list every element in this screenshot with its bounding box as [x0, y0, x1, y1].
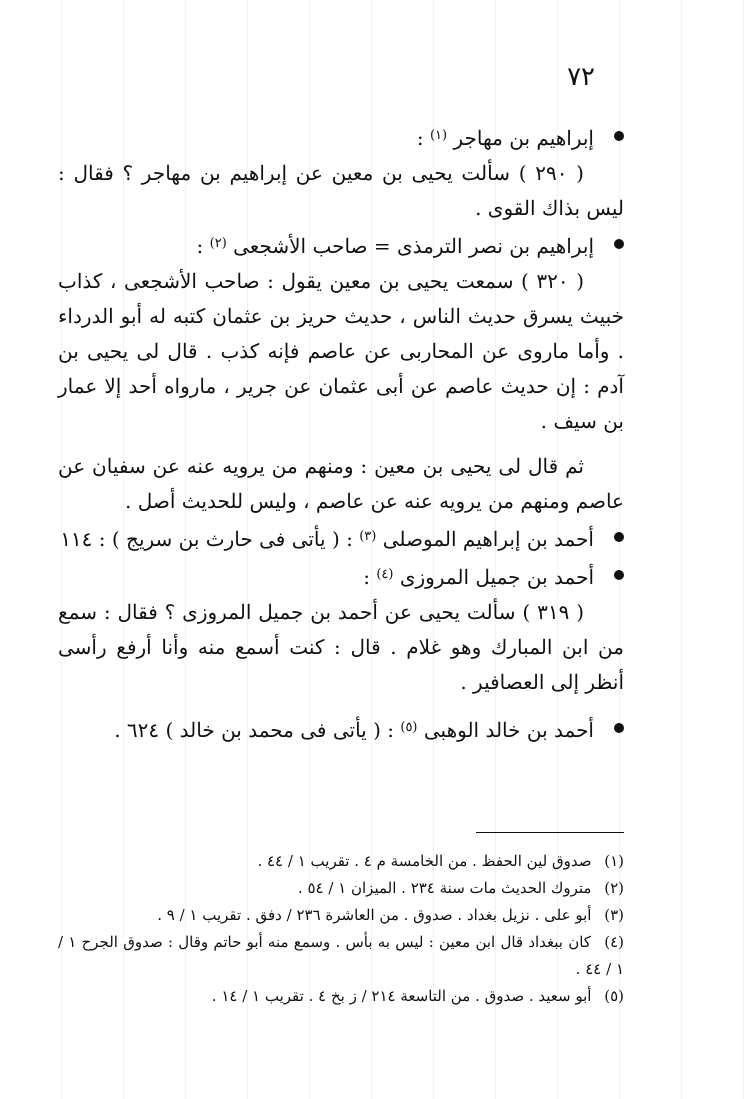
footnote-number: (١) — [604, 852, 624, 870]
footnote-text: متروك الحديث مات سنة ٢٣٤ . الميزان ١ / ٥٤ . — [297, 879, 592, 897]
footnote-ref: (١) — [429, 128, 448, 143]
footnote-number: (٣) — [604, 906, 624, 924]
entry-tail: : ( يأتى فى محمد بن خالد ) ٦٢٤ . — [114, 718, 394, 742]
main-text — [58, 118, 624, 748]
entry-ibrahim-ibn-muhajir — [58, 118, 624, 156]
entry-tail: : — [416, 126, 424, 150]
narration-320: ( ٣٢٠ ) سمعت يحيى بن معين يقول : صاحب الأشجعى ، كذاب خبيث يسرق حديث الناس ، حديث حريز بن عثمان كتبه له أبو الدرداء . وأما ماروى عن المحاربى عن عاصم فإنه كذب . قال لى يحيى بن آدم : إن حديث عاصم عن أبى عثمان عن جرير ، مارواه أحد إلا عمار بن سيف . — [58, 269, 624, 433]
entry-heading: إبراهيم بن نصر الترمذى = صاحب الأشجعى — [233, 234, 594, 258]
footnote-text: صدوق لين الحفظ . من الخامسة م ٤ . تقريب ١ / ٤٤ . — [257, 852, 592, 870]
footnote-ref: (٥) — [400, 720, 418, 735]
footnote-5 — [58, 983, 624, 1010]
footnote-number: (٤) — [604, 933, 624, 951]
footnote-number: (٥) — [604, 987, 624, 1005]
bullet-icon — [614, 570, 624, 580]
footnote-3 — [58, 902, 624, 929]
footnote-ref: (٤) — [376, 567, 394, 582]
footnote-text: أبو سعيد . صدوق . من التاسعة ٢١٤ / ز بخ ٤ . تقريب ١ / ١٤ . — [211, 987, 592, 1005]
narration-319: ( ٣١٩ ) سألت يحيى عن أحمد بن جميل المروزى ؟ فقال : سمع من ابن المبارك وهو غلام . قال : كنت أسمع منه وأنا أرفع رأسى أنظر إلى العصافير . — [58, 600, 624, 694]
entry-heading: أحمد بن جميل المروزى — [399, 565, 594, 589]
entry-ahmad-ibn-ibrahim — [58, 519, 624, 557]
entry-tail: : — [363, 565, 370, 589]
bullet-icon — [614, 239, 624, 249]
bullet-icon — [614, 532, 624, 542]
narration-320-continued: ثم قال لى يحيى بن معين : ومنهم من يرويه عنه عن سفيان عن عاصم ومنهم من يرويه عنه عن عاصم ، وليس للحديث أصل . — [58, 454, 624, 513]
entry-tail: : — [196, 234, 204, 258]
footnotes — [58, 848, 624, 1010]
entry-ibrahim-ibn-nasr — [58, 226, 624, 264]
footnote-text: أبو على . نزيل بغداد . صدوق . من العاشرة ٢٣٦ / دفق . تقريب ١ / ٩ . — [157, 906, 592, 924]
entry-heading: إبراهيم بن مهاجر — [453, 126, 594, 150]
narration-290: ( ٢٩٠ ) سألت يحيى بن معين عن إبراهيم بن مهاجر ؟ فقال : ليس بذاك القوى . — [58, 161, 624, 220]
bullet-icon — [614, 131, 624, 141]
footnote-2 — [58, 875, 624, 902]
footnote-ref: (٢) — [209, 236, 227, 251]
entry-ahmad-ibn-khalid — [58, 710, 624, 748]
footnote-number: (٢) — [604, 879, 624, 897]
footnote-text: كان ببغداد قال ابن معين : ليس به بأس . وسمع منه أبو حاتم وقال : صدوق الجرح ١ / ١ / ٤٤ . — [58, 933, 624, 978]
bullet-icon — [614, 723, 624, 733]
entry-heading: أحمد بن خالد الوهبى — [423, 718, 594, 742]
entry-tail: : ( يأتى فى حارث بن سريج ) : ١١٤ — [60, 527, 353, 551]
footnote-divider — [476, 832, 624, 833]
footnote-1 — [58, 848, 624, 875]
entry-ahmad-ibn-jamil — [58, 557, 624, 595]
footnote-4 — [58, 929, 624, 983]
footnote-ref: (٣) — [359, 529, 377, 544]
page-number: ٧٢ — [567, 62, 595, 92]
entry-heading: أحمد بن إبراهيم الموصلى — [382, 527, 594, 551]
